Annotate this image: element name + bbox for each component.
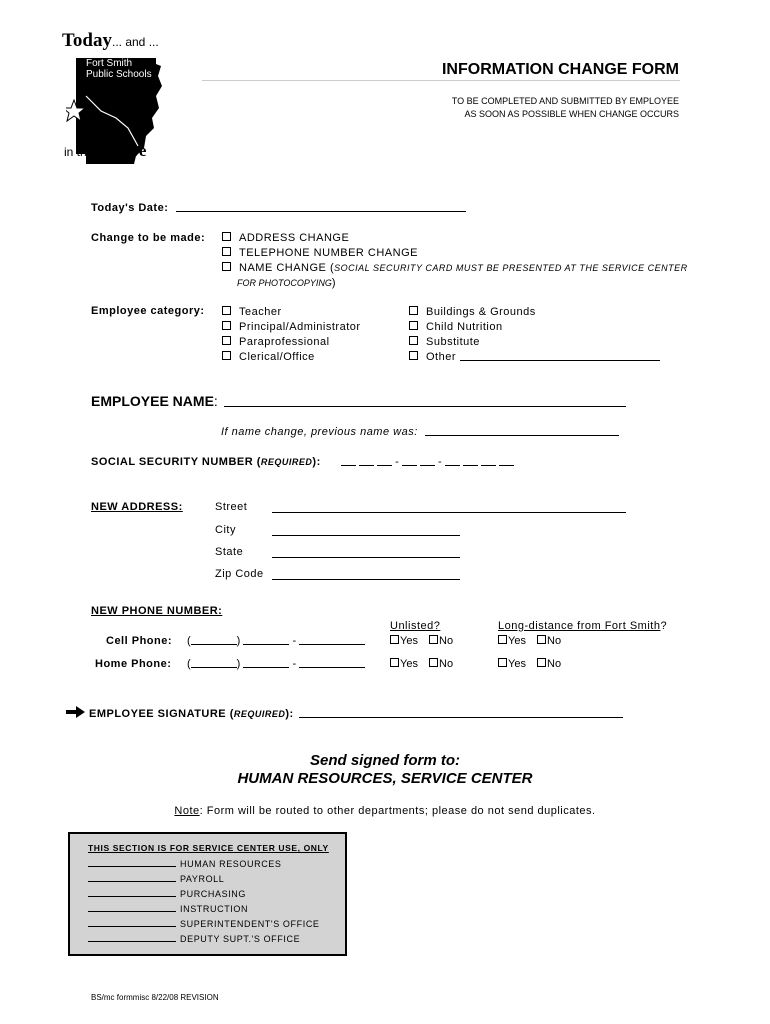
cell-unlisted-no[interactable]: No xyxy=(429,635,453,647)
service-center-box xyxy=(68,832,347,956)
service-center-row: DEPUTY SUPT.'S OFFICE xyxy=(88,934,300,944)
cell-longdistance-options xyxy=(498,635,561,647)
checkbox-icon[interactable] xyxy=(390,635,399,644)
unlisted-label: Unlisted? xyxy=(390,620,441,632)
category-left-col xyxy=(222,305,361,365)
initial-field[interactable] xyxy=(88,866,176,867)
send-line2: HUMAN RESOURCES, SERVICE CENTER xyxy=(237,770,533,787)
home-phone-field[interactable]: ( ) - xyxy=(187,658,365,670)
header-sub1: TO BE COMPLETED AND SUBMITTED BY EMPLOYEE xyxy=(451,96,679,106)
prev-name-row xyxy=(221,426,619,438)
checkbox-icon[interactable] xyxy=(222,351,231,360)
signature-row xyxy=(89,708,623,720)
category-option-label: Other xyxy=(426,351,457,363)
address-zip-label: Zip Code xyxy=(215,568,264,580)
home-longdistance-options xyxy=(498,658,561,670)
category-option[interactable] xyxy=(409,335,660,350)
initial-field[interactable] xyxy=(88,881,176,882)
checkbox-icon[interactable] xyxy=(222,262,231,271)
cell-unlisted-options xyxy=(390,635,453,647)
initial-field[interactable] xyxy=(88,911,176,912)
category-option-label: Principal/Administrator xyxy=(239,321,361,333)
address-city-field[interactable] xyxy=(272,523,460,536)
logo xyxy=(60,30,175,165)
category-right-col xyxy=(409,305,660,365)
address-city-label: City xyxy=(215,524,236,536)
checkbox-icon[interactable] xyxy=(537,658,546,667)
ssn-close: ): xyxy=(312,456,321,468)
change-option-label: NAME CHANGE ( xyxy=(239,262,335,274)
home-unlisted-yes[interactable]: Yes xyxy=(390,658,418,670)
new-address-label: NEW ADDRESS: xyxy=(91,501,183,513)
address-street-field[interactable] xyxy=(272,500,626,513)
address-zip-field[interactable] xyxy=(272,567,460,580)
change-label: Change to be made: xyxy=(91,232,206,244)
note-text: : Form will be routed to other departments; please do not send duplicates. xyxy=(199,805,596,817)
send-line1: Send signed form to: xyxy=(310,752,460,769)
category-option[interactable] xyxy=(409,350,660,365)
checkbox-icon[interactable] xyxy=(222,306,231,315)
change-option-telephone[interactable] xyxy=(222,247,418,259)
service-center-title: THIS SECTION IS FOR SERVICE CENTER USE, ONLY xyxy=(88,843,329,853)
service-center-row: HUMAN RESOURCES xyxy=(88,859,282,869)
long-distance-q: ? xyxy=(660,620,668,632)
signature-field[interactable] xyxy=(299,717,623,718)
other-field[interactable] xyxy=(460,360,660,361)
category-option[interactable] xyxy=(409,320,660,335)
home-ld-yes[interactable]: Yes xyxy=(498,658,526,670)
note-label: Note xyxy=(174,805,200,817)
service-center-row: SUPERINTENDENT'S OFFICE xyxy=(88,919,320,929)
name-change-note2: FOR PHOTOCOPYING xyxy=(237,278,332,288)
category-option-label: Substitute xyxy=(426,336,480,348)
prev-name-field[interactable] xyxy=(425,435,619,436)
checkbox-icon[interactable] xyxy=(222,247,231,256)
category-option-label: Paraprofessional xyxy=(239,336,330,348)
note-row xyxy=(0,805,770,817)
date-label: Today's Date: xyxy=(91,202,169,214)
category-option[interactable] xyxy=(222,305,361,320)
ssn-required: REQUIRED xyxy=(260,457,313,467)
footer-revision: BS/mc formmisc 8/22/08 REVISION xyxy=(91,993,219,1002)
service-center-row: INSTRUCTION xyxy=(88,904,248,914)
category-option-label: Child Nutrition xyxy=(426,321,503,333)
logo-and: ... and ... xyxy=(112,35,159,49)
logo-in-the: in the xyxy=(64,145,94,159)
long-distance-row xyxy=(498,620,667,632)
logo-future: Future xyxy=(96,141,147,160)
signature-label: EMPLOYEE SIGNATURE ( xyxy=(89,708,234,720)
logo-today: Today xyxy=(62,30,112,51)
cell-phone-label: Cell Phone: xyxy=(106,635,173,647)
category-option[interactable] xyxy=(409,305,660,320)
logo-org-line2: Public Schools xyxy=(86,69,152,80)
checkbox-icon[interactable] xyxy=(409,351,418,360)
ssn-label: SOCIAL SECURITY NUMBER ( xyxy=(91,456,261,468)
category-option-label: Buildings & Grounds xyxy=(426,306,536,318)
category-label: Employee category: xyxy=(91,305,205,317)
cell-ld-no[interactable]: No xyxy=(537,635,561,647)
home-unlisted-options xyxy=(390,658,453,670)
prev-name-label: If name change, previous name was: xyxy=(221,426,418,438)
checkbox-icon[interactable] xyxy=(409,306,418,315)
checkbox-icon[interactable] xyxy=(429,635,438,644)
cell-phone-field[interactable]: ( ) - xyxy=(187,635,365,647)
address-street-label: Street xyxy=(215,501,248,513)
home-unlisted-no[interactable]: No xyxy=(429,658,453,670)
initial-field[interactable] xyxy=(88,896,176,897)
date-field[interactable] xyxy=(176,211,466,212)
home-ld-no[interactable]: No xyxy=(537,658,561,670)
checkbox-icon[interactable] xyxy=(409,336,418,345)
category-option[interactable] xyxy=(222,320,361,335)
change-option-name[interactable] xyxy=(222,262,688,274)
checkbox-icon[interactable] xyxy=(498,635,507,644)
cell-ld-yes[interactable]: Yes xyxy=(498,635,526,647)
signature-close: ): xyxy=(285,708,294,720)
form-title: INFORMATION CHANGE FORM xyxy=(441,61,679,78)
date-row xyxy=(91,202,466,214)
employee-name-row: EMPLOYEE NAME: xyxy=(91,393,626,409)
cell-unlisted-yes[interactable]: Yes xyxy=(390,635,418,647)
category-option-label: Teacher xyxy=(239,306,282,318)
logo-org-line1: Fort Smith xyxy=(86,58,133,69)
name-change-close: ) xyxy=(331,277,336,289)
checkbox-icon[interactable] xyxy=(222,336,231,345)
checkbox-icon[interactable] xyxy=(222,232,231,241)
ssn-field[interactable]: - - xyxy=(341,456,514,468)
category-option-label: Clerical/Office xyxy=(239,351,315,363)
service-center-row: PAYROLL xyxy=(88,874,224,884)
header-sub2: AS SOON AS POSSIBLE WHEN CHANGE OCCURS xyxy=(464,109,679,119)
category-option[interactable] xyxy=(222,350,361,365)
home-phone-label: Home Phone: xyxy=(95,658,172,670)
change-option-address[interactable] xyxy=(222,232,349,244)
service-center-row: PURCHASING xyxy=(88,889,246,899)
change-option-label: ADDRESS CHANGE xyxy=(239,232,350,244)
signature-required: REQUIRED xyxy=(233,709,286,719)
name-change-note-cont xyxy=(237,277,336,289)
checkbox-icon[interactable] xyxy=(390,658,399,667)
checkbox-icon[interactable] xyxy=(498,658,507,667)
employee-name-label: EMPLOYEE NAME xyxy=(91,393,214,409)
ssn-row xyxy=(91,456,321,468)
address-state-label: State xyxy=(215,546,244,558)
header-rule xyxy=(202,80,680,81)
initial-field[interactable] xyxy=(88,941,176,942)
checkbox-icon[interactable] xyxy=(537,635,546,644)
checkbox-icon[interactable] xyxy=(222,321,231,330)
name-change-note: SOCIAL SECURITY CARD MUST BE PRESENTED AT THE SERVICE CENTER xyxy=(334,263,688,273)
new-phone-label: NEW PHONE NUMBER: xyxy=(91,605,223,617)
employee-name-field[interactable] xyxy=(224,406,626,407)
category-option[interactable] xyxy=(222,335,361,350)
address-state-field[interactable] xyxy=(272,545,460,558)
initial-field[interactable] xyxy=(88,926,176,927)
pointing-arrow-icon xyxy=(66,706,85,718)
change-option-label: TELEPHONE NUMBER CHANGE xyxy=(239,247,418,259)
long-distance-label: Long-distance from Fort Smith xyxy=(498,620,661,632)
checkbox-icon[interactable] xyxy=(429,658,438,667)
checkbox-icon[interactable] xyxy=(409,321,418,330)
